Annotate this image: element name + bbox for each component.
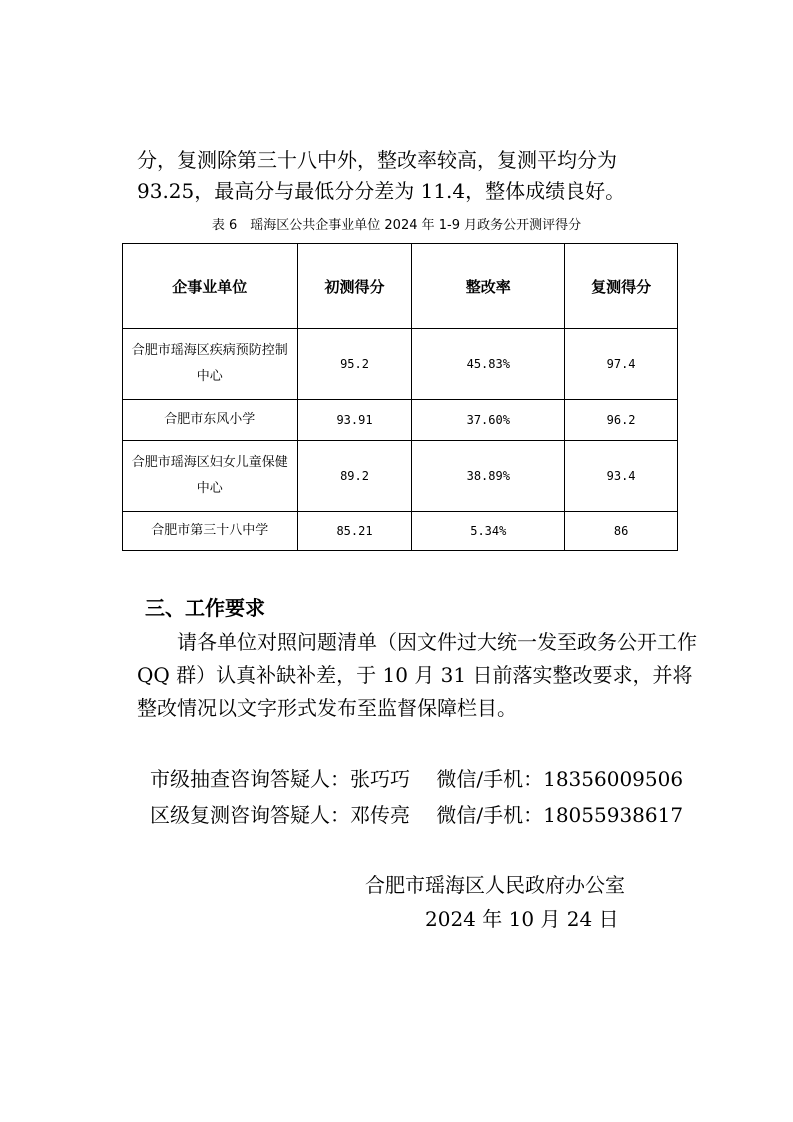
unit-cell: 合肥市瑶海区疾病预防控制中心 <box>123 329 298 400</box>
score-table <box>122 243 678 551</box>
rate-cell: 37.60% <box>412 400 565 441</box>
contact-line <box>150 800 683 830</box>
contact-phone-label: 微信/手机： <box>436 803 544 827</box>
table-row <box>123 512 678 551</box>
rate-cell: 5.34% <box>412 512 565 551</box>
section-heading: 三、工作要求 <box>145 596 265 620</box>
contact-line <box>150 764 683 794</box>
contact-phone: 18055938617 <box>543 803 684 827</box>
retest-score-cell: 97.4 <box>565 329 678 400</box>
issuing-office: 合肥市瑶海区人民政府办公室 <box>365 873 625 897</box>
header-rectification-rate: 整改率 <box>412 244 565 329</box>
contact-role: 区级复测咨询答疑人： <box>150 803 350 827</box>
unit-cell: 合肥市瑶海区妇女儿童保健中心 <box>123 441 298 512</box>
retest-score-cell: 86 <box>565 512 678 551</box>
intro-paragraph: 分，复测除第三十八中外，整改率较高，复测平均分为 93.25，最高分与最低分分差为 11.4，整体成绩良好。 <box>137 148 626 203</box>
contact-phone: 18356009506 <box>543 767 684 791</box>
table-row <box>123 441 678 512</box>
table-caption: 表 6 瑶海区公共企事业单位 2024 年 1-9 月政务公开测评得分 <box>211 218 582 233</box>
contact-name: 邓传亮 <box>350 803 410 827</box>
table-header-row <box>123 244 678 329</box>
initial-score-cell: 95.2 <box>297 329 412 400</box>
header-initial-score: 初测得分 <box>297 244 412 329</box>
rate-cell: 38.89% <box>412 441 565 512</box>
unit-cell: 合肥市第三十八中学 <box>123 512 298 551</box>
contact-name: 张巧巧 <box>350 767 410 791</box>
retest-score-cell: 96.2 <box>565 400 678 441</box>
initial-score-cell: 93.91 <box>297 400 412 441</box>
table-row <box>123 400 678 441</box>
requirements-paragraph: 请各单位对照问题清单（因文件过大统一发至政务公开工作 QQ 群）认真补缺补差，于 10 月 31 日前落实整改要求，并将整改情况以文字形式发布至监督保障栏目。 <box>137 630 697 720</box>
header-retest-score: 复测得分 <box>565 244 678 329</box>
header-unit: 企事业单位 <box>123 244 298 329</box>
contact-phone-label: 微信/手机： <box>436 767 544 791</box>
table-row <box>123 329 678 400</box>
unit-cell: 合肥市东风小学 <box>123 400 298 441</box>
rate-cell: 45.83% <box>412 329 565 400</box>
initial-score-cell: 89.2 <box>297 441 412 512</box>
issue-date: 2024 年 10 月 24 日 <box>425 907 619 931</box>
initial-score-cell: 85.21 <box>297 512 412 551</box>
retest-score-cell: 93.4 <box>565 441 678 512</box>
contact-role: 市级抽查咨询答疑人： <box>150 767 350 791</box>
